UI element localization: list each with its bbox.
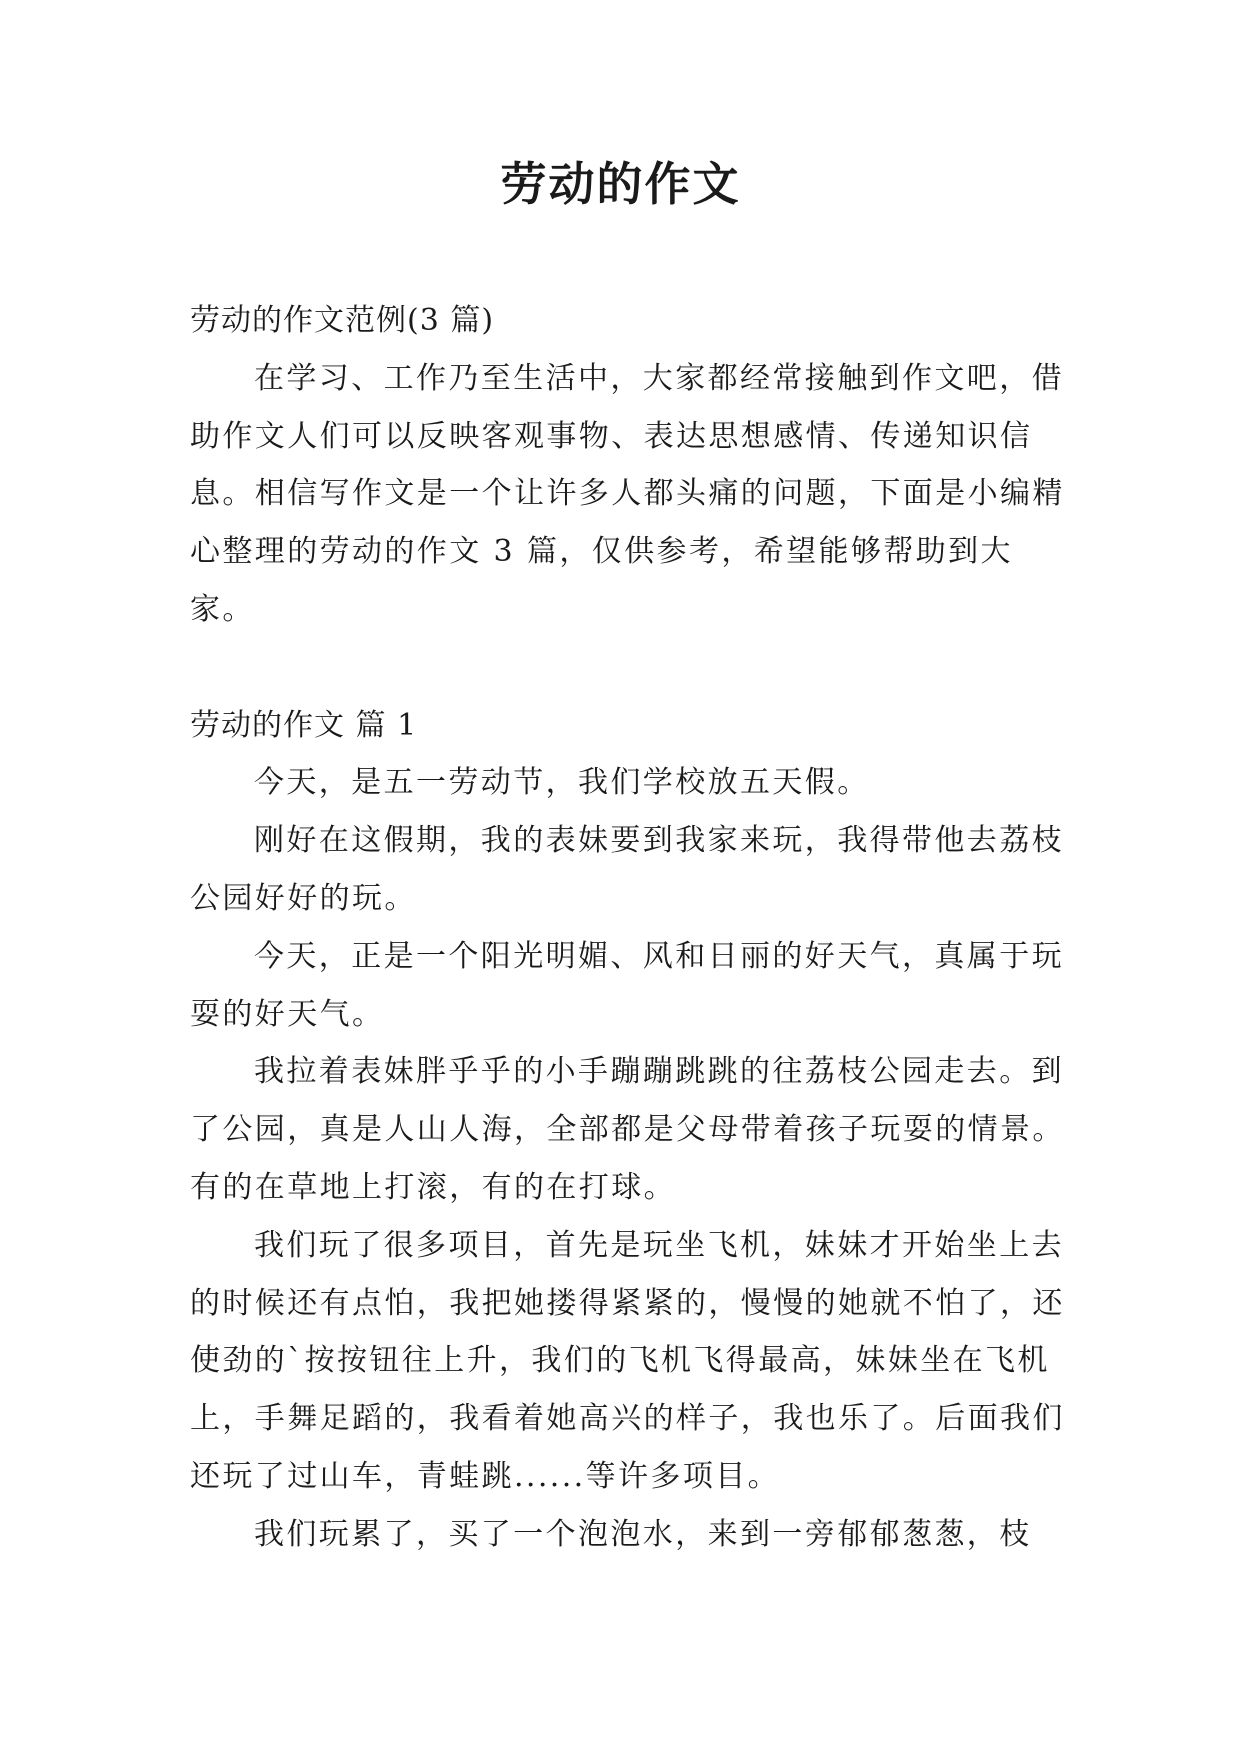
document-body	[190, 292, 1070, 1564]
document-title: 劳动的作文	[500, 157, 741, 211]
body-paragraph: 我们玩了很多项目，首先是玩坐飞机，妹妹才开始坐上去的时候还有点怕，我把她搂得紧紧的，慢慢的她就不怕了，还使劲的`按按钮往上升，我们的飞机飞得最高，妹妹坐在飞机上，手舞足蹈的，我看着她高兴的样子，我也乐了。后面我们还玩了过山车，青蛙跳......等许多项目。	[190, 1227, 1065, 1494]
body-paragraph: 今天，正是一个阳光明媚、风和日丽的好天气，真属于玩耍的好天气。	[190, 938, 1064, 1032]
body-paragraph: 我拉着表妹胖乎乎的小手蹦蹦跳跳的往荔枝公园走去。到了公园，真是人山人海，全部都是父母带着孩子玩耍的情景。有的在草地上打滚，有的在打球。	[190, 1054, 1065, 1205]
body-paragraph: 今天，是五一劳动节，我们学校放五天假。	[254, 765, 870, 801]
body-paragraph: 刚好在这假期，我的表妹要到我家来玩，我得带他去荔枝公园好好的玩。	[190, 823, 1064, 916]
section-spacer	[190, 639, 1070, 697]
document-subtitle: 劳动的作文范例(3 篇)	[190, 303, 495, 338]
section-heading: 劳动的作文 篇 1	[190, 707, 418, 743]
intro-paragraph: 在学习、工作乃至生活中，大家都经常接触到作文吧，借助作文人们可以反映客观事物、表达思想感情、传递知识信息。相信写作文是一个让许多人都头痛的问题，下面是小编精心整理的劳动的作文 3 篇，仅供参考，希望能够帮助到大家。	[190, 360, 1065, 627]
body-paragraph: 我们玩累了，买了一个泡泡水，来到一旁郁郁葱葱，枝	[254, 1516, 1032, 1552]
